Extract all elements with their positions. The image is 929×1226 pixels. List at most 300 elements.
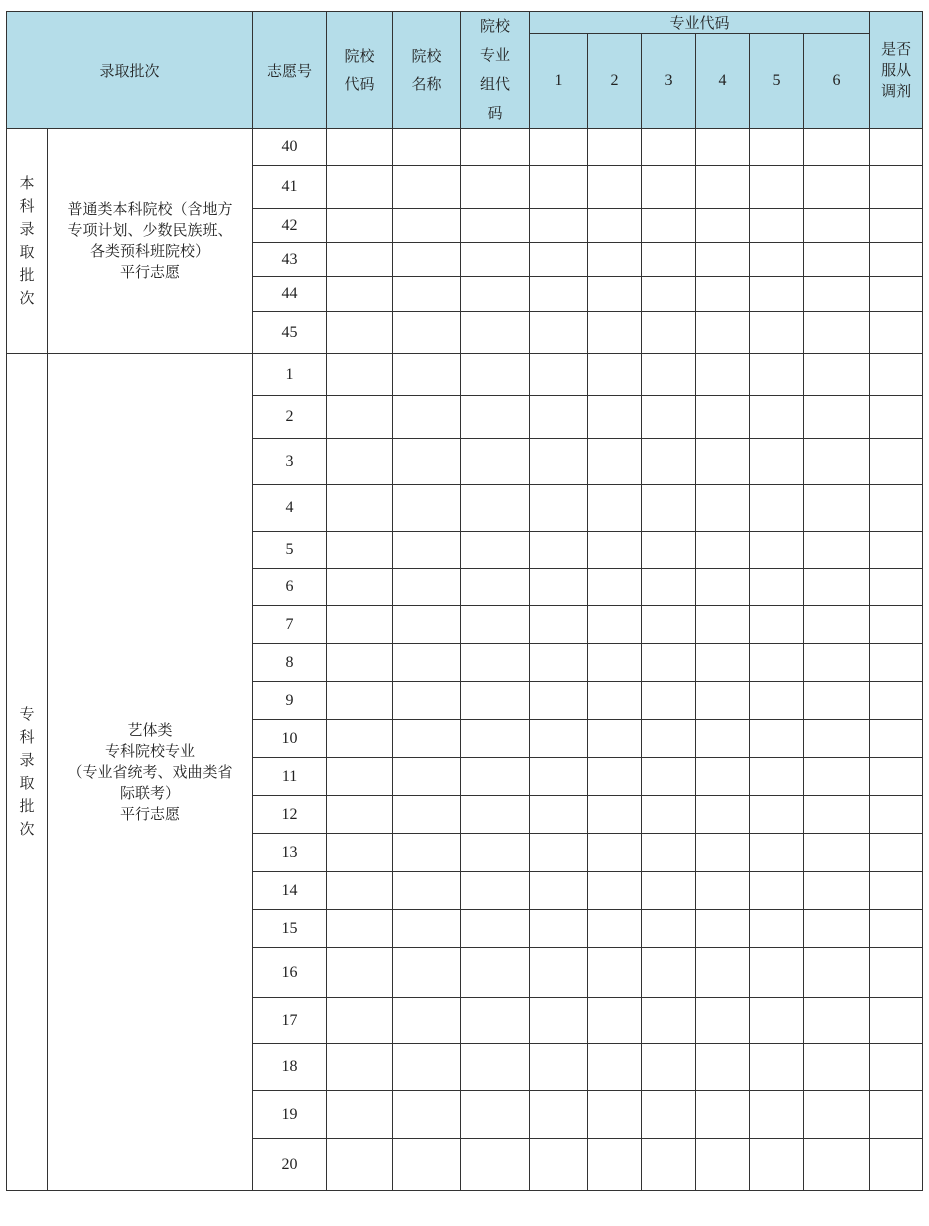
major-code-2-cell[interactable] xyxy=(588,720,642,758)
batch-label-char: 次 xyxy=(19,820,35,838)
major-code-3-cell[interactable] xyxy=(642,606,696,644)
adjust-cell[interactable] xyxy=(870,485,923,532)
header-text: 服从 xyxy=(881,60,912,79)
school-name-cell[interactable] xyxy=(393,796,461,834)
school-name-cell[interactable] xyxy=(393,720,461,758)
adjust-cell[interactable] xyxy=(870,796,923,834)
major-code-2-cell[interactable] xyxy=(588,209,642,243)
major-code-2-cell[interactable] xyxy=(588,396,642,439)
group-code-cell[interactable] xyxy=(461,948,530,998)
choice-number: 20 xyxy=(253,1139,327,1191)
major-code-5-cell[interactable] xyxy=(750,758,804,796)
major-code-5-cell[interactable] xyxy=(750,532,804,569)
school-name-cell[interactable] xyxy=(393,312,461,354)
batch-label-char: 录 xyxy=(19,751,35,769)
school-name-cell[interactable] xyxy=(393,1139,461,1191)
group-code-cell[interactable] xyxy=(461,1091,530,1139)
major-code-1-cell[interactable] xyxy=(530,796,588,834)
major-code-3-cell[interactable] xyxy=(642,312,696,354)
major-code-5-cell[interactable] xyxy=(750,1091,804,1139)
major-code-4-cell[interactable] xyxy=(696,209,750,243)
school-name-cell[interactable] xyxy=(393,396,461,439)
major-code-5-cell[interactable] xyxy=(750,872,804,910)
major-code-3-cell[interactable] xyxy=(642,243,696,277)
school-code-cell[interactable] xyxy=(327,532,393,569)
major-code-2-cell[interactable] xyxy=(588,606,642,644)
major-code-6-cell[interactable] xyxy=(804,569,870,606)
major-code-2-cell[interactable] xyxy=(588,834,642,872)
adjust-cell[interactable] xyxy=(870,910,923,948)
major-code-1-cell[interactable] xyxy=(530,1091,588,1139)
major-code-2-cell[interactable] xyxy=(588,758,642,796)
group-code-cell[interactable] xyxy=(461,439,530,485)
major-code-3-cell[interactable] xyxy=(642,129,696,166)
major-code-4-cell[interactable] xyxy=(696,998,750,1044)
school-name-cell[interactable] xyxy=(393,606,461,644)
major-code-4-cell[interactable] xyxy=(696,758,750,796)
major-code-5-cell[interactable] xyxy=(750,644,804,682)
major-code-2-cell[interactable] xyxy=(588,644,642,682)
header-text: 码 xyxy=(487,104,503,122)
major-code-2-cell[interactable] xyxy=(588,532,642,569)
school-code-cell[interactable] xyxy=(327,209,393,243)
major-code-1-cell[interactable] xyxy=(530,439,588,485)
major-code-6-cell[interactable] xyxy=(804,166,870,209)
table-row xyxy=(7,354,923,396)
group-code-cell[interactable] xyxy=(461,485,530,532)
major-code-1-cell[interactable] xyxy=(530,396,588,439)
school-code-cell[interactable] xyxy=(327,796,393,834)
major-code-5-cell[interactable] xyxy=(750,606,804,644)
adjust-cell[interactable] xyxy=(870,758,923,796)
major-code-1-cell[interactable] xyxy=(530,872,588,910)
school-name-cell[interactable] xyxy=(393,1044,461,1091)
major-code-4-cell[interactable] xyxy=(696,606,750,644)
adjust-cell[interactable] xyxy=(870,532,923,569)
header-batch: 录取批次 xyxy=(7,12,253,129)
adjust-cell[interactable] xyxy=(870,209,923,243)
major-code-4-cell[interactable] xyxy=(696,569,750,606)
major-code-2-cell[interactable] xyxy=(588,948,642,998)
adjust-cell[interactable] xyxy=(870,998,923,1044)
major-code-4-cell[interactable] xyxy=(696,910,750,948)
adjust-cell[interactable] xyxy=(870,354,923,396)
major-code-4-cell[interactable] xyxy=(696,1091,750,1139)
group-code-cell[interactable] xyxy=(461,720,530,758)
adjust-cell[interactable] xyxy=(870,129,923,166)
major-code-4-cell[interactable] xyxy=(696,948,750,998)
adjust-cell[interactable] xyxy=(870,948,923,998)
major-code-6-cell[interactable] xyxy=(804,1044,870,1091)
group-code-cell[interactable] xyxy=(461,758,530,796)
adjust-cell[interactable] xyxy=(870,720,923,758)
major-code-2-cell[interactable] xyxy=(588,569,642,606)
adjust-cell[interactable] xyxy=(870,872,923,910)
major-code-5-cell[interactable] xyxy=(750,277,804,312)
major-code-3-cell[interactable] xyxy=(642,1139,696,1191)
group-code-cell[interactable] xyxy=(461,129,530,166)
batch-label-char: 专 xyxy=(19,705,35,723)
school-code-cell[interactable] xyxy=(327,910,393,948)
major-code-6-cell[interactable] xyxy=(804,644,870,682)
major-code-6-cell[interactable] xyxy=(804,532,870,569)
major-code-4-cell[interactable] xyxy=(696,796,750,834)
batch-label-char: 本 xyxy=(19,174,35,192)
major-code-3-cell[interactable] xyxy=(642,209,696,243)
group-code-cell[interactable] xyxy=(461,243,530,277)
major-code-2-cell[interactable] xyxy=(588,243,642,277)
school-code-cell[interactable] xyxy=(327,682,393,720)
batch-label-char: 科 xyxy=(19,197,35,215)
major-code-6-cell[interactable] xyxy=(804,354,870,396)
major-code-4-cell[interactable] xyxy=(696,439,750,485)
school-name-cell[interactable] xyxy=(393,834,461,872)
major-code-3-cell[interactable] xyxy=(642,872,696,910)
major-code-4-cell[interactable] xyxy=(696,872,750,910)
adjust-cell[interactable] xyxy=(870,1139,923,1191)
major-code-6-cell[interactable] xyxy=(804,129,870,166)
major-code-4-cell[interactable] xyxy=(696,277,750,312)
school-name-cell[interactable] xyxy=(393,129,461,166)
school-code-cell[interactable] xyxy=(327,720,393,758)
major-code-2-cell[interactable] xyxy=(588,277,642,312)
group-code-cell[interactable] xyxy=(461,277,530,312)
group-code-cell[interactable] xyxy=(461,910,530,948)
batch-description-line: 专科院校专业 xyxy=(105,741,196,760)
group-code-cell[interactable] xyxy=(461,1139,530,1191)
major-code-3-cell[interactable] xyxy=(642,644,696,682)
school-name-cell[interactable] xyxy=(393,243,461,277)
school-code-cell[interactable] xyxy=(327,1139,393,1191)
header-text: 代码 xyxy=(344,75,375,93)
major-code-6-cell[interactable] xyxy=(804,485,870,532)
table-row xyxy=(7,129,923,166)
school-code-cell[interactable] xyxy=(327,948,393,998)
adjust-cell[interactable] xyxy=(870,243,923,277)
major-code-5-cell[interactable] xyxy=(750,485,804,532)
adjust-cell[interactable] xyxy=(870,1044,923,1091)
major-code-4-cell[interactable] xyxy=(696,485,750,532)
group-code-cell[interactable] xyxy=(461,644,530,682)
major-code-2-cell[interactable] xyxy=(588,1044,642,1091)
school-code-cell[interactable] xyxy=(327,758,393,796)
major-code-5-cell[interactable] xyxy=(750,720,804,758)
school-name-cell[interactable] xyxy=(393,682,461,720)
group-code-cell[interactable] xyxy=(461,209,530,243)
group-code-cell[interactable] xyxy=(461,796,530,834)
school-name-cell[interactable] xyxy=(393,998,461,1044)
major-code-5-cell[interactable] xyxy=(750,1139,804,1191)
choice-number: 11 xyxy=(253,758,327,796)
major-code-6-cell[interactable] xyxy=(804,312,870,354)
major-code-5-cell[interactable] xyxy=(750,998,804,1044)
major-code-1-cell[interactable] xyxy=(530,720,588,758)
header-major-3: 3 xyxy=(642,34,696,129)
major-code-4-cell[interactable] xyxy=(696,354,750,396)
adjust-cell[interactable] xyxy=(870,439,923,485)
batch-description-undergraduate xyxy=(48,129,253,354)
major-code-3-cell[interactable] xyxy=(642,998,696,1044)
major-code-1-cell[interactable] xyxy=(530,532,588,569)
major-code-1-cell[interactable] xyxy=(530,910,588,948)
batch-label-char: 取 xyxy=(19,243,35,261)
major-code-2-cell[interactable] xyxy=(588,872,642,910)
choice-number: 7 xyxy=(253,606,327,644)
header-major-4: 4 xyxy=(696,34,750,129)
major-code-3-cell[interactable] xyxy=(642,166,696,209)
major-code-5-cell[interactable] xyxy=(750,796,804,834)
major-code-3-cell[interactable] xyxy=(642,720,696,758)
choice-number: 41 xyxy=(253,166,327,209)
group-code-cell[interactable] xyxy=(461,682,530,720)
major-code-1-cell[interactable] xyxy=(530,998,588,1044)
group-code-cell[interactable] xyxy=(461,872,530,910)
major-code-1-cell[interactable] xyxy=(530,485,588,532)
major-code-5-cell[interactable] xyxy=(750,396,804,439)
major-code-5-cell[interactable] xyxy=(750,948,804,998)
adjust-cell[interactable] xyxy=(870,682,923,720)
group-code-cell[interactable] xyxy=(461,166,530,209)
major-code-1-cell[interactable] xyxy=(530,166,588,209)
major-code-3-cell[interactable] xyxy=(642,758,696,796)
major-code-3-cell[interactable] xyxy=(642,948,696,998)
school-name-cell[interactable] xyxy=(393,948,461,998)
major-code-1-cell[interactable] xyxy=(530,1139,588,1191)
major-code-2-cell[interactable] xyxy=(588,796,642,834)
major-code-1-cell[interactable] xyxy=(530,1044,588,1091)
major-code-6-cell[interactable] xyxy=(804,1139,870,1191)
major-code-4-cell[interactable] xyxy=(696,129,750,166)
group-code-cell[interactable] xyxy=(461,606,530,644)
adjust-cell[interactable] xyxy=(870,569,923,606)
major-code-6-cell[interactable] xyxy=(804,720,870,758)
school-code-cell[interactable] xyxy=(327,312,393,354)
group-code-cell[interactable] xyxy=(461,354,530,396)
major-code-1-cell[interactable] xyxy=(530,682,588,720)
major-code-5-cell[interactable] xyxy=(750,834,804,872)
major-code-4-cell[interactable] xyxy=(696,644,750,682)
school-name-cell[interactable] xyxy=(393,532,461,569)
header-text: 院校 xyxy=(480,17,511,35)
major-code-1-cell[interactable] xyxy=(530,129,588,166)
major-code-1-cell[interactable] xyxy=(530,243,588,277)
school-code-cell[interactable] xyxy=(327,277,393,312)
major-code-3-cell[interactable] xyxy=(642,796,696,834)
major-code-3-cell[interactable] xyxy=(642,834,696,872)
major-code-6-cell[interactable] xyxy=(804,243,870,277)
major-code-4-cell[interactable] xyxy=(696,312,750,354)
adjust-cell[interactable] xyxy=(870,166,923,209)
choice-number: 9 xyxy=(253,682,327,720)
school-name-cell[interactable] xyxy=(393,758,461,796)
header-major-1: 1 xyxy=(530,34,588,129)
group-code-cell[interactable] xyxy=(461,998,530,1044)
major-code-2-cell[interactable] xyxy=(588,129,642,166)
adjust-cell[interactable] xyxy=(870,396,923,439)
major-code-1-cell[interactable] xyxy=(530,209,588,243)
table-header xyxy=(7,12,923,129)
major-code-2-cell[interactable] xyxy=(588,910,642,948)
major-code-6-cell[interactable] xyxy=(804,758,870,796)
school-code-cell[interactable] xyxy=(327,569,393,606)
major-code-6-cell[interactable] xyxy=(804,998,870,1044)
major-code-6-cell[interactable] xyxy=(804,1091,870,1139)
batch-label-char: 科 xyxy=(19,728,35,746)
major-code-5-cell[interactable] xyxy=(750,910,804,948)
header-major-6: 6 xyxy=(804,34,870,129)
school-code-cell[interactable] xyxy=(327,243,393,277)
major-code-3-cell[interactable] xyxy=(642,277,696,312)
major-code-3-cell[interactable] xyxy=(642,569,696,606)
group-code-cell[interactable] xyxy=(461,569,530,606)
major-code-1-cell[interactable] xyxy=(530,948,588,998)
school-name-cell[interactable] xyxy=(393,354,461,396)
header-choice-no: 志愿号 xyxy=(253,12,327,129)
group-code-cell[interactable] xyxy=(461,396,530,439)
major-code-2-cell[interactable] xyxy=(588,485,642,532)
batch-description-line: 普通类本科院校（含地方 xyxy=(67,200,233,218)
school-name-cell[interactable] xyxy=(393,644,461,682)
header-text: 调剂 xyxy=(881,81,912,100)
major-code-2-cell[interactable] xyxy=(588,682,642,720)
major-code-4-cell[interactable] xyxy=(696,1044,750,1091)
school-name-cell[interactable] xyxy=(393,910,461,948)
major-code-3-cell[interactable] xyxy=(642,1044,696,1091)
major-code-4-cell[interactable] xyxy=(696,834,750,872)
major-code-1-cell[interactable] xyxy=(530,758,588,796)
school-name-cell[interactable] xyxy=(393,277,461,312)
school-name-cell[interactable] xyxy=(393,209,461,243)
major-code-3-cell[interactable] xyxy=(642,354,696,396)
group-code-cell[interactable] xyxy=(461,834,530,872)
school-name-cell[interactable] xyxy=(393,439,461,485)
major-code-4-cell[interactable] xyxy=(696,396,750,439)
major-code-5-cell[interactable] xyxy=(750,439,804,485)
major-code-3-cell[interactable] xyxy=(642,396,696,439)
major-code-4-cell[interactable] xyxy=(696,166,750,209)
major-code-2-cell[interactable] xyxy=(588,1091,642,1139)
major-code-1-cell[interactable] xyxy=(530,354,588,396)
major-code-2-cell[interactable] xyxy=(588,166,642,209)
adjust-cell[interactable] xyxy=(870,1091,923,1139)
volunteer-form-table xyxy=(6,11,923,1191)
major-code-5-cell[interactable] xyxy=(750,129,804,166)
major-code-2-cell[interactable] xyxy=(588,354,642,396)
major-code-3-cell[interactable] xyxy=(642,682,696,720)
adjust-cell[interactable] xyxy=(870,312,923,354)
major-code-1-cell[interactable] xyxy=(530,834,588,872)
choice-number: 13 xyxy=(253,834,327,872)
major-code-4-cell[interactable] xyxy=(696,1139,750,1191)
major-code-6-cell[interactable] xyxy=(804,682,870,720)
batch-description-line: 际联考） xyxy=(120,783,181,802)
major-code-6-cell[interactable] xyxy=(804,948,870,998)
school-code-cell[interactable] xyxy=(327,439,393,485)
group-code-cell[interactable] xyxy=(461,1044,530,1091)
school-code-cell[interactable] xyxy=(327,1044,393,1091)
major-code-5-cell[interactable] xyxy=(750,312,804,354)
major-code-6-cell[interactable] xyxy=(804,606,870,644)
major-code-6-cell[interactable] xyxy=(804,209,870,243)
major-code-1-cell[interactable] xyxy=(530,312,588,354)
major-code-6-cell[interactable] xyxy=(804,872,870,910)
school-code-cell[interactable] xyxy=(327,1091,393,1139)
group-code-cell[interactable] xyxy=(461,312,530,354)
major-code-5-cell[interactable] xyxy=(750,243,804,277)
school-name-cell[interactable] xyxy=(393,485,461,532)
school-code-cell[interactable] xyxy=(327,485,393,532)
major-code-1-cell[interactable] xyxy=(530,569,588,606)
school-code-cell[interactable] xyxy=(327,129,393,166)
adjust-cell[interactable] xyxy=(870,644,923,682)
major-code-1-cell[interactable] xyxy=(530,277,588,312)
major-code-2-cell[interactable] xyxy=(588,439,642,485)
school-code-cell[interactable] xyxy=(327,998,393,1044)
batch-description-line: 各类预科班院校） xyxy=(90,242,211,260)
major-code-5-cell[interactable] xyxy=(750,209,804,243)
school-code-cell[interactable] xyxy=(327,834,393,872)
school-code-cell[interactable] xyxy=(327,396,393,439)
major-code-5-cell[interactable] xyxy=(750,354,804,396)
school-code-cell[interactable] xyxy=(327,644,393,682)
adjust-cell[interactable] xyxy=(870,606,923,644)
school-code-cell[interactable] xyxy=(327,166,393,209)
choice-number: 42 xyxy=(253,209,327,243)
major-code-4-cell[interactable] xyxy=(696,682,750,720)
school-code-cell[interactable] xyxy=(327,872,393,910)
school-code-cell[interactable] xyxy=(327,354,393,396)
batch-label-char: 批 xyxy=(19,266,35,284)
major-code-3-cell[interactable] xyxy=(642,532,696,569)
major-code-6-cell[interactable] xyxy=(804,396,870,439)
header-text: 是否 xyxy=(881,39,912,58)
school-name-cell[interactable] xyxy=(393,1091,461,1139)
batch-description-line: 平行志愿 xyxy=(120,804,181,823)
major-code-3-cell[interactable] xyxy=(642,439,696,485)
major-code-6-cell[interactable] xyxy=(804,910,870,948)
group-code-cell[interactable] xyxy=(461,532,530,569)
header-text: 专业 xyxy=(480,46,511,64)
choice-number: 43 xyxy=(253,243,327,277)
major-code-5-cell[interactable] xyxy=(750,682,804,720)
adjust-cell[interactable] xyxy=(870,277,923,312)
school-name-cell[interactable] xyxy=(393,166,461,209)
major-code-4-cell[interactable] xyxy=(696,532,750,569)
major-code-6-cell[interactable] xyxy=(804,277,870,312)
major-code-3-cell[interactable] xyxy=(642,485,696,532)
major-code-1-cell[interactable] xyxy=(530,644,588,682)
major-code-1-cell[interactable] xyxy=(530,606,588,644)
major-code-5-cell[interactable] xyxy=(750,569,804,606)
school-code-cell[interactable] xyxy=(327,606,393,644)
major-code-3-cell[interactable] xyxy=(642,910,696,948)
major-code-2-cell[interactable] xyxy=(588,1139,642,1191)
school-name-cell[interactable] xyxy=(393,569,461,606)
major-code-5-cell[interactable] xyxy=(750,1044,804,1091)
header-text: 院校 xyxy=(344,47,375,65)
major-code-5-cell[interactable] xyxy=(750,166,804,209)
major-code-4-cell[interactable] xyxy=(696,720,750,758)
major-code-4-cell[interactable] xyxy=(696,243,750,277)
major-code-6-cell[interactable] xyxy=(804,796,870,834)
school-name-cell[interactable] xyxy=(393,872,461,910)
adjust-cell[interactable] xyxy=(870,834,923,872)
major-code-6-cell[interactable] xyxy=(804,834,870,872)
major-code-2-cell[interactable] xyxy=(588,312,642,354)
major-code-3-cell[interactable] xyxy=(642,1091,696,1139)
major-code-6-cell[interactable] xyxy=(804,439,870,485)
major-code-2-cell[interactable] xyxy=(588,998,642,1044)
